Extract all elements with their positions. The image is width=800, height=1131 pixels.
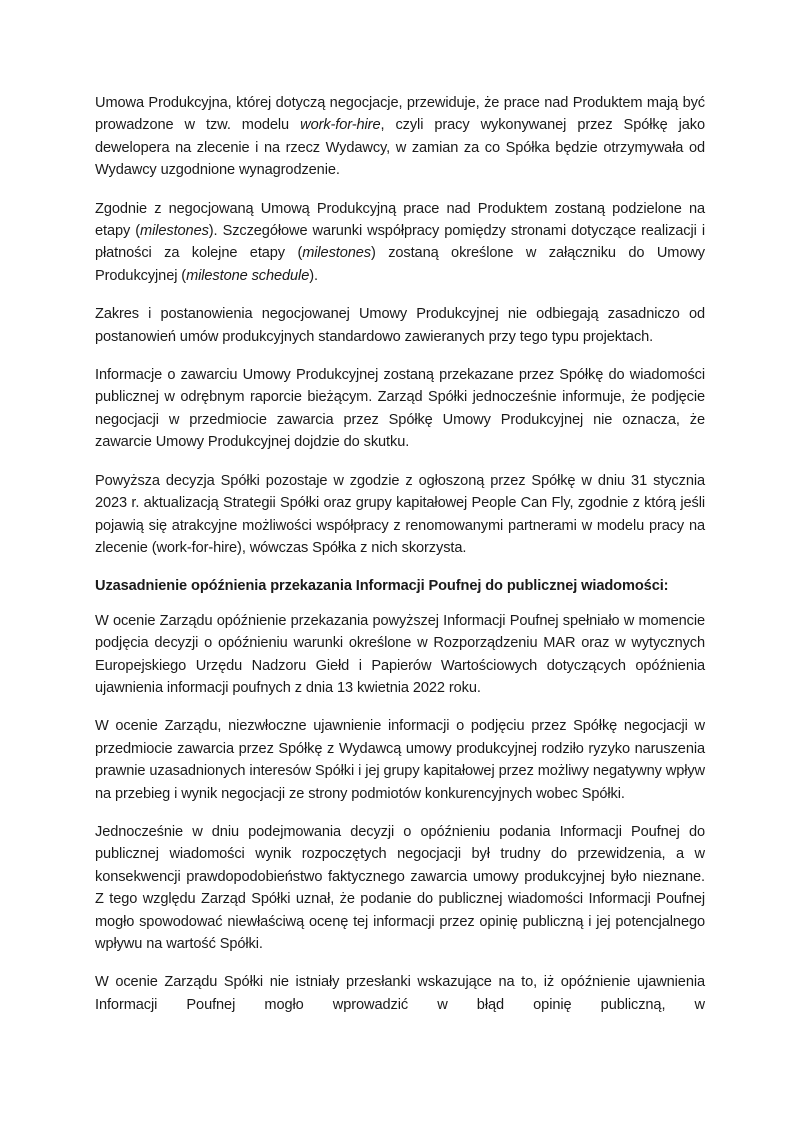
- emphasis-work-for-hire: work-for-hire: [300, 117, 381, 134]
- emphasis-milestones: milestones: [140, 223, 209, 240]
- paragraph-uncertainty: Jednocześnie w dniu podejmowania decyzji o opóźnieniu podania Informacji Poufnej do publicznej wiadomości wynik rozpoczętych negocjacji był trudny do przewidzenia, a w konsekwencji prawdopodobieństwo faktycznego zawarcia umowy produkcyjnej było nieznane. Z tego względu Zarząd Spółki uznał, że podanie do publicznej wiadomości Informacji Poufnej mogło spowodować niewłaściwą ocenę tej informacji przez opinię publiczną i jej potencjalnego wpływu na wartość Spółki.: [95, 823, 705, 952]
- paragraph-strategy: Powyższa decyzja Spółki pozostaje w zgodzie z ogłoszoną przez Spółkę w dniu 31 stycznia 2023 r. aktualizacją Strategii Spółki oraz grupy kapitałowej People Can Fly, zgodnie z którą jeśli pojawią się atrakcyjne możliwości współpracy z renomowanymi partnerami w modelu pracy na zlecenie (work-for-hire), wówczas Spółka z nich skorzysta.: [95, 472, 705, 556]
- paragraph-risk: W ocenie Zarządu, niezwłoczne ujawnienie informacji o podjęciu przez Spółkę negocjacji w przedmiocie zawarcia przez Spółkę z Wydawcą umowy produkcyjnej rodziło ryzyko naruszenia prawnie uzasadnionych interesów Spółki i jej grupy kapitałowej przez możliwy negatywny wpływ na przebieg i wynik negocjacji ze strony podmiotów konkurencyjnych wobec Spółki.: [95, 718, 705, 802]
- paragraph-milestones: Zgodnie z negocjowaną Umową Produkcyjną prace nad Produktem zostaną podzielone na etapy (milestones). Szczegółowe warunki współpracy pomiędzy stronami dotyczące realizacji i płatności za kolejne etapy (milestones) zostaną określone w załączniku do Umowy Produkcyjnej (milestone schedule).: [95, 200, 705, 284]
- paragraph-no-misleading: W ocenie Zarządu Spółki nie istniały przesłanki wskazujące na to, iż opóźnienie ujawnienia Informacji Poufnej mogło wprowadzić w błąd opinię publiczną, w: [95, 974, 705, 1013]
- paragraph-mar-conditions: W ocenie Zarządu opóźnienie przekazania powyższej Informacji Poufnej spełniało w momencie podjęcia decyzji o opóźnieniu warunki określone w Rozporządzeniu MAR oraz w wytycznych Europejskiego Urzędu Nadzoru Giełd i Papierów Wartościowych dotyczących opóźnienia ujawnienia informacji poufnych z dnia 13 kwietnia 2022 roku.: [95, 612, 705, 696]
- paragraph-disclosure: Informacje o zawarciu Umowy Produkcyjnej zostaną przekazane przez Spółkę do wiadomości publicznej w odrębnym raporcie bieżącym. Zarząd Spółki jednocześnie informuje, że podjęcie negocjacji w przedmiocie zawarcia przez Spółkę Umowy Produkcyjnej nie oznacza, że zawarcie Umowy Produkcyjnej dojdzie do skutku.: [95, 367, 705, 451]
- paragraph-scope: Zakres i postanowienia negocjowanej Umowy Produkcyjnej nie odbiegają zasadniczo od postanowień umów produkcyjnych standardowo zawieranych przy tego typu projektach.: [95, 306, 705, 345]
- document-page: [95, 92, 705, 1032]
- emphasis-milestone-schedule: milestone schedule: [186, 267, 310, 284]
- paragraph-work-for-hire: Umowa Produkcyjna, której dotyczą negocjacje, przewiduje, że prace nad Produktem mają być prowadzone w tzw. modelu work-for-hire, czyli pracy wykonywanej przez Spółkę jako dewelopera na zlecenie i na rzecz Wydawcy, w zamian za co Spółka będzie otrzymywała od Wydawcy uzgodnione wynagrodzenie.: [95, 95, 705, 179]
- emphasis-milestones: milestones: [302, 245, 371, 262]
- section-heading: Uzasadnienie opóźnienia przekazania Informacji Poufnej do publicznej wiadomości:: [95, 578, 669, 595]
